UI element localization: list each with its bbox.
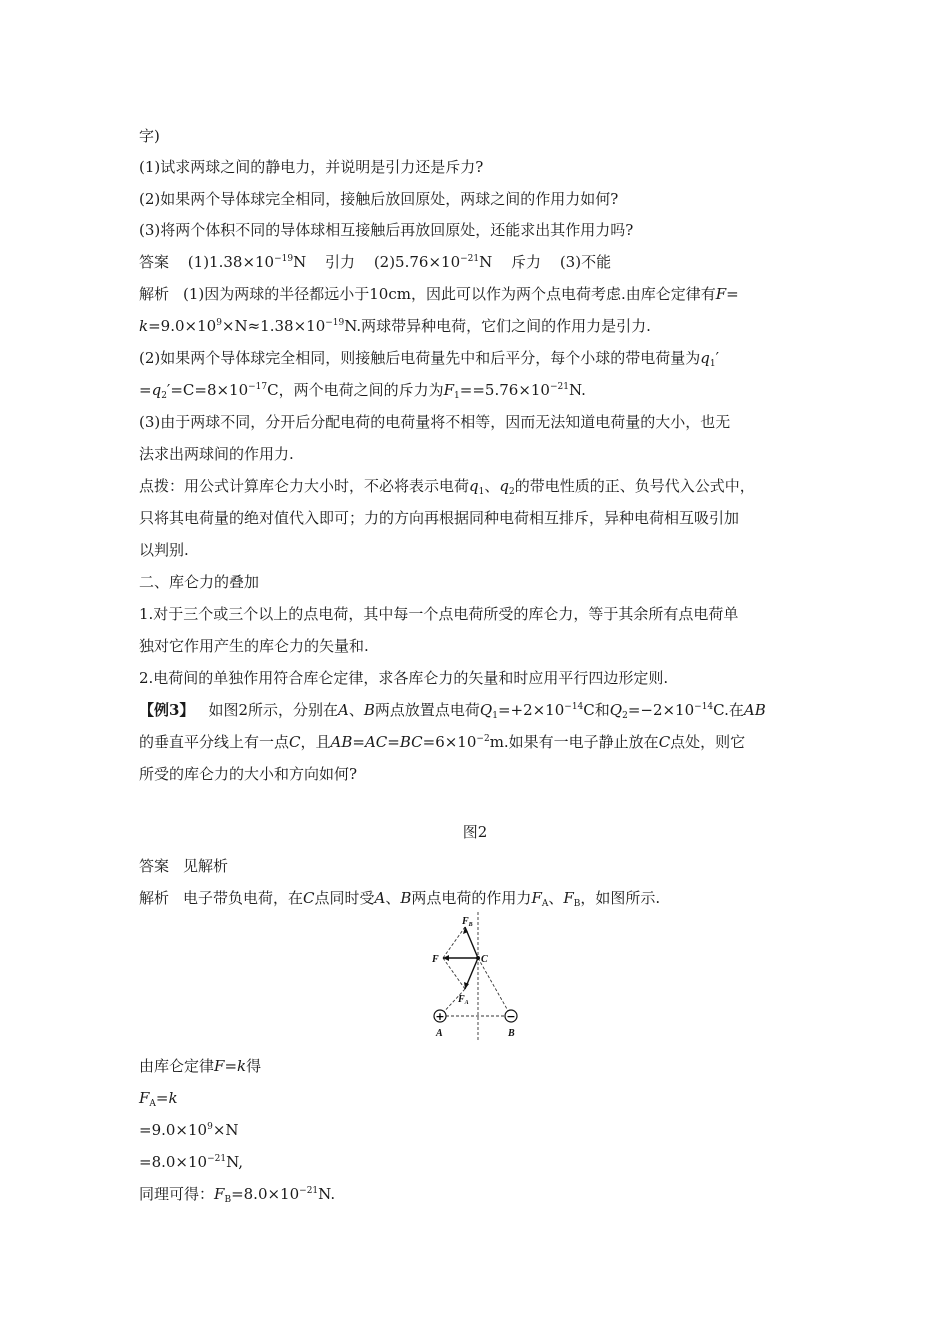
point-2: 2.电荷间的单独作用符合库仑定律，求各库仑力的矢量和时应用平行四边形定则. bbox=[139, 669, 669, 687]
plus-sign: + bbox=[435, 1010, 445, 1023]
example-tag: 【例3】 bbox=[139, 701, 195, 719]
explanation-line-6: 法求出两球间的作用力. bbox=[139, 445, 294, 463]
explanation-label: 解析 bbox=[139, 889, 170, 907]
example-3-line-1: 【例3】 如图2所示，分别在A、B两点放置点电荷$Q_1=+2\times 10^{-14}C$和$Q_2=-2\times 10^{-14}C$.在AB bbox=[139, 701, 766, 721]
parallelogram-edge bbox=[443, 958, 465, 989]
question-1: (1)试求两球之间的静电力，并说明是引力还是斥力? bbox=[139, 158, 484, 176]
point-1-line-2: 独对它作用产生的库仑力的矢量和. bbox=[139, 637, 369, 655]
tip-line-3: 以判别. bbox=[139, 541, 189, 559]
label-c: C bbox=[481, 954, 488, 965]
example-3-line-3: 所受的库仑力的大小和方向如何? bbox=[139, 765, 358, 783]
question-3: (3)将两个体积不同的导体球相互接触后再放回原处，还能求出其作用力吗? bbox=[139, 221, 634, 239]
point-1-line-1: 1.对于三个或三个以上的点电荷，其中每一个点电荷所受的库仑力，等于其余所有点电荷单 bbox=[139, 605, 739, 623]
explanation-line-1: 解析 (1)因为两球的半径都远小于10cm，因此可以作为两个点电荷考虑.由库仑定律有F= bbox=[139, 285, 739, 303]
f-arrowhead bbox=[443, 955, 449, 961]
tip-line-2: 只将其电荷量的绝对值代入即可；力的方向再根据同种电荷相互排斥，异种电荷相互吸引加 bbox=[139, 509, 740, 527]
label-a: A bbox=[436, 1028, 443, 1039]
explanation-2-line-1: 解析 电子带负电荷，在C点同时受A、B两点电荷的作用力$F_A$、$F_B$，如图所示. bbox=[139, 889, 661, 909]
section-heading: 二、库仑力的叠加 bbox=[139, 573, 260, 591]
point-c bbox=[476, 956, 480, 960]
explanation-line-5: (3)由于两球不同，分开后分配电荷的电荷量将不相等，因而无法知道电荷量的大小，也无 bbox=[139, 413, 731, 431]
text-line: 字) bbox=[139, 127, 160, 145]
triangle-side-cb bbox=[478, 958, 511, 1016]
calc-line-3: $=9.0\times 10^9\times N$ bbox=[139, 1121, 239, 1139]
parallelogram-edge bbox=[443, 927, 465, 958]
explanation-line-3: (2)如果两个导体球完全相同，则接触后电荷量先中和后平分，每个小球的带电荷量为$q_1'$ bbox=[139, 349, 720, 369]
label-fb: $F_B$ bbox=[462, 916, 473, 928]
answer-label: 答案 bbox=[139, 857, 170, 875]
calc-line-5: 同理可得：$F_B=8.0\times 10^{-21}N$. bbox=[139, 1185, 336, 1205]
explanation-line-2: $k=9.0\times 10^9\times N\approx 1.38\times 10^{-19}N$.两球带异种电荷，它们之间的作用力是引力. bbox=[139, 317, 651, 335]
force-diagram bbox=[418, 912, 536, 1048]
question-2: (2)如果两个导体球完全相同，接触后放回原处，两球之间的作用力如何? bbox=[139, 190, 619, 208]
label-b: B bbox=[508, 1028, 515, 1039]
calc-line-4: $=8.0\times 10^{-21}N$, bbox=[139, 1153, 244, 1171]
answer-label: 答案 bbox=[139, 253, 170, 271]
minus-sign: − bbox=[506, 1010, 516, 1023]
label-f: F bbox=[432, 954, 439, 965]
figure-caption: 图2 bbox=[462, 823, 488, 841]
explanation-label: 解析 bbox=[139, 285, 170, 303]
answer-line-1: 答案 $(1)1.38\times 10^{-19}N$ 引力 $(2)5.76\times 10^{-21}N$ 斥力 (3)不能 bbox=[139, 253, 612, 271]
answer-line-2: 答案 见解析 bbox=[139, 857, 229, 875]
calc-line-1: 由库仑定律F=k得 bbox=[139, 1057, 262, 1075]
explanation-line-4: $=q_2'=C=8\times 10^{-17}C$，两个电荷之间的斥力为$F_1==5.76\times 10^{-21}N$. bbox=[139, 381, 586, 401]
label-fa: $F_A$ bbox=[458, 994, 469, 1006]
example-3-line-2: 的垂直平分线上有一点C，且$AB=AC=BC=6\times 10^{-2}m$.如果有一电子静止放在C点处，则它 bbox=[139, 733, 746, 751]
tip-line-1: 点拨：用公式计算库仑力大小时，不必将表示电荷$q_1$、$q_2$的带电性质的正、负号代入公式中， bbox=[139, 477, 755, 497]
calc-line-2: $F_A=k$ bbox=[139, 1089, 178, 1109]
